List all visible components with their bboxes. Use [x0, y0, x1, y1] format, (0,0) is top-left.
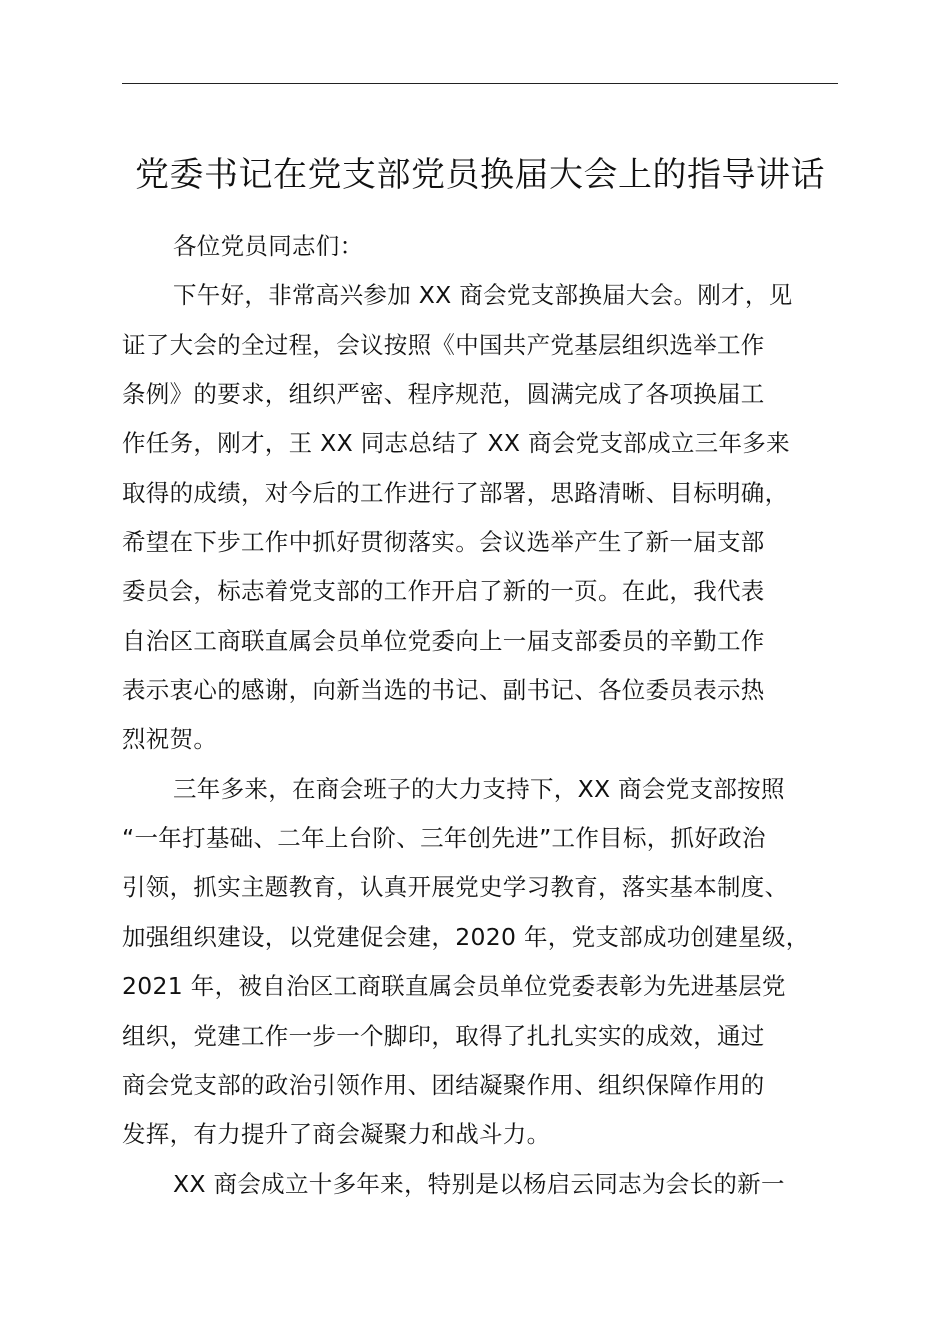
- text-line: 作任务，刚才，王 XX 同志总结了 XX 商会党支部成立三年多来: [122, 429, 790, 458]
- text-line: 引领，抓实主题教育，认真开展党史学习教育，落实基本制度、: [122, 873, 789, 902]
- text-line: “一年打基础、二年上台阶、三年创先进”工作目标，抓好政治: [122, 824, 766, 853]
- text-line: 加强组织建设，以党建促会建，2020 年，党支部成功创建星级，: [122, 922, 810, 951]
- text-line: 商会党支部的政治引领作用、团结凝聚作用、组织保障作用的: [122, 1070, 765, 1099]
- text-line: 取得的成绩，对今后的工作进行了部署，思路清晰、目标明确，: [122, 478, 789, 507]
- text-line: 烈祝贺。: [122, 725, 218, 754]
- text-line: 表示衷心的感谢，向新当选的书记、副书记、各位委员表示热: [122, 676, 765, 705]
- header-rule: [122, 83, 838, 84]
- text-line: 委员会，标志着党支部的工作开启了新的一页。在此，我代表: [122, 577, 765, 606]
- text-line: 2021 年，被自治区工商联直属会员单位党委表彰为先进基层党: [122, 972, 786, 1001]
- text-line: 发挥，有力提升了商会凝聚力和战斗力。: [122, 1120, 551, 1149]
- document-title: 党委书记在党支部党员换届大会上的指导讲话: [135, 155, 825, 195]
- text-line: 证了大会的全过程，会议按照《中国共产党基层组织选举工作: [122, 330, 765, 359]
- text-line: XX 商会成立十多年来，特别是以杨启云同志为会长的新一: [173, 1169, 785, 1198]
- text-line: 条例》的要求，组织严密、程序规范，圆满完成了各项换届工: [122, 380, 765, 409]
- text-line: 希望在下步工作中抓好贯彻落实。会议选举产生了新一届支部: [122, 528, 765, 557]
- text-line: 自治区工商联直属会员单位党委向上一届支部委员的辛勤工作: [122, 626, 765, 655]
- text-line: 组织，党建工作一步一个脚印，取得了扎扎实实的成效，通过: [122, 1021, 765, 1050]
- text-line: 各位党员同志们：: [173, 232, 364, 260]
- text-line: 三年多来，在商会班子的大力支持下，XX 商会党支部按照: [173, 774, 785, 803]
- text-line: 下午好，非常高兴参加 XX 商会党支部换届大会。刚才，见: [173, 281, 793, 310]
- document-body: [122, 222, 838, 1209]
